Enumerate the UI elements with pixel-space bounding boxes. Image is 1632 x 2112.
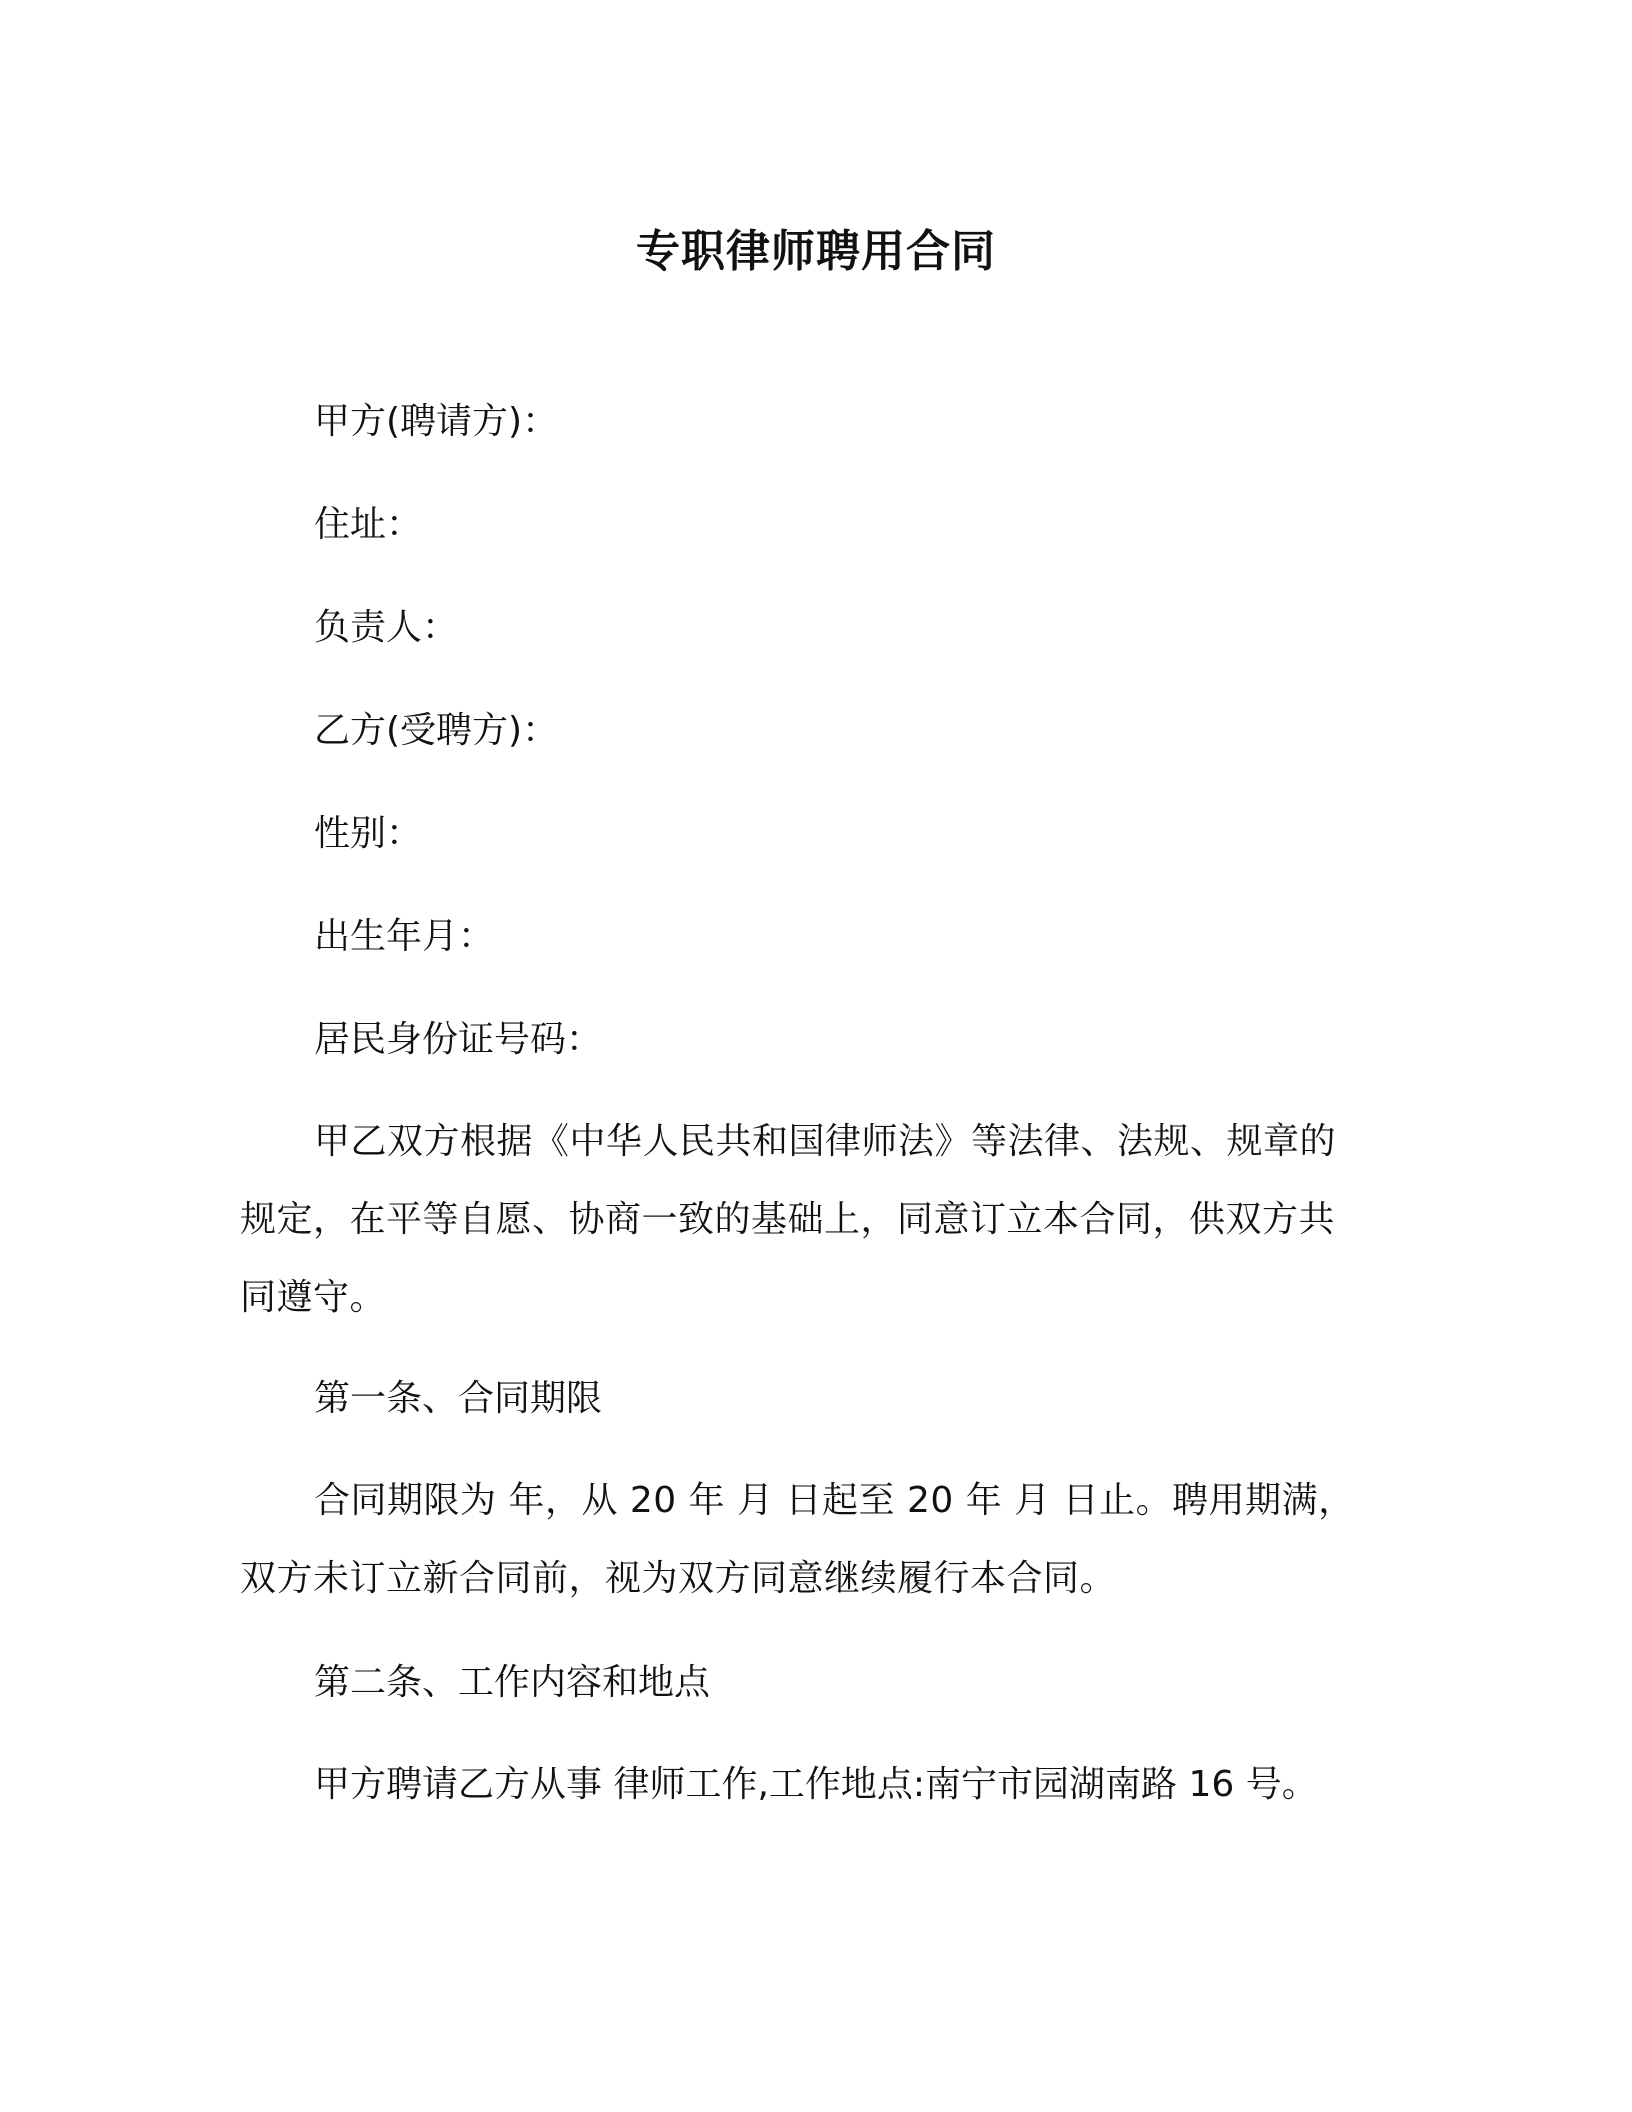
field-gender: 性别： xyxy=(314,813,423,854)
field-person-in-charge: 负责人： xyxy=(314,607,459,648)
article-1-body: 合同期限为 年，从 20 年 月 日起至 20 年 月 日止。聘用期满，双方未订立新合同前，视为双方同意继续履行本合同。 xyxy=(240,1480,1355,1599)
field-birth-date: 出生年月： xyxy=(314,916,495,957)
article-2-body: 甲方聘请乙方从事 律师工作,工作地点:南宁市园湖南路 16 号。 xyxy=(314,1764,1318,1805)
preamble-paragraph: 甲乙双方根据《中华人民共和国律师法》等法律、法规、规章的规定，在平等自愿、协商一致的基础上，同意订立本合同，供双方共同遵守。 xyxy=(240,1121,1337,1318)
document-title: 专职律师聘用合同 xyxy=(636,226,996,277)
field-id-number: 居民身份证号码： xyxy=(314,1019,603,1060)
field-party-b: 乙方(受聘方)： xyxy=(314,710,559,751)
field-party-a: 甲方(聘请方)： xyxy=(314,401,559,442)
article-2-heading: 第二条、工作内容和地点 xyxy=(314,1662,711,1703)
article-1-heading: 第一条、合同期限 xyxy=(314,1378,603,1419)
field-address: 住址： xyxy=(314,504,423,545)
